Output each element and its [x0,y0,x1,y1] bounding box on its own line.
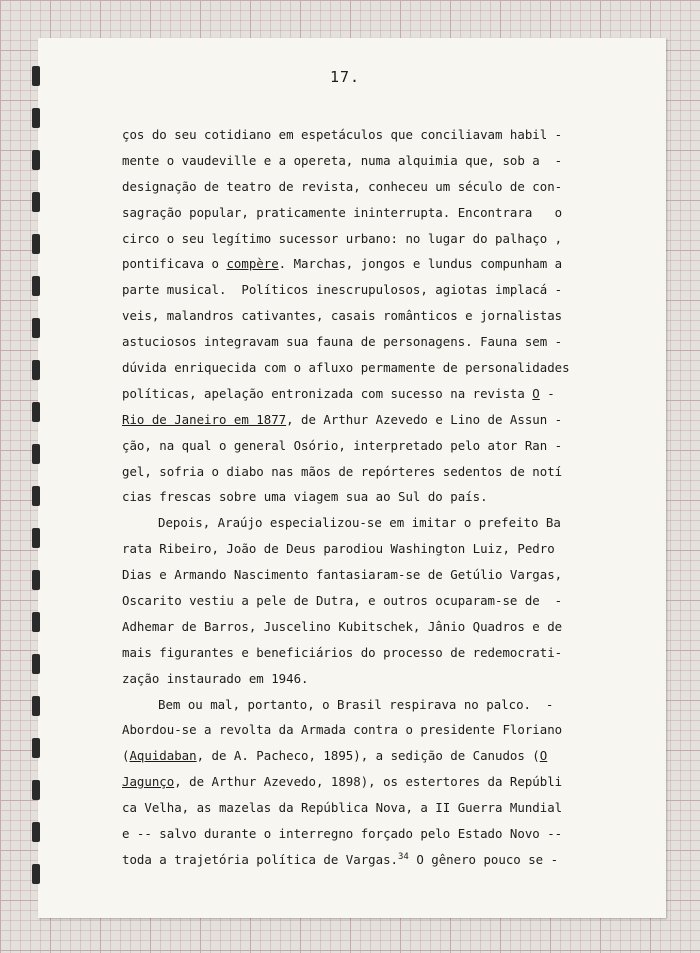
text-span: pontificava o [122,256,227,272]
text-line: Adhemar de Barros, Juscelino Kubitschek, Jânio Quadros e de [122,618,563,634]
text-line: Oscarito vestiu a pele de Dutra, e outros ocuparam-se de - [122,593,563,609]
footnote-reference: 34 [398,851,409,862]
text-line [122,407,602,433]
text-line [122,847,602,873]
text-line: e -- salvo durante o interregno forçado pelo Estado Novo -- [122,826,563,842]
underlined-title: Jagunço [122,774,175,790]
underlined-title: Rio de Janeiro em 1877 [122,411,287,427]
text-line: ços do seu cotidiano em espetáculos que conciliavam habil - [122,127,563,142]
text-span: , de Arthur Azevedo, 1898), os estertores da Repúbli [174,774,563,790]
underlined-title: O [532,385,540,401]
text-span: , de A. Pacheco, 1895), a sedição de Canudos ( [196,748,540,764]
text-line: sagração popular, praticamente ininterrupta. Encontrara o [122,204,563,220]
text-line: ção, na qual o general Osório, interpretado pelo ator Ran - [122,437,563,453]
spiral-binding [30,60,44,900]
underlined-title: O [539,748,548,764]
text-line: Dias e Armando Nascimento fantasiaram-se de Getúlio Vargas, [122,567,563,583]
text-line: ca Velha, as mazelas da República Nova, a II Guerra Mundial [122,800,563,816]
text-span: políticas, apelação entronizada com sucesso na revista [122,385,533,401]
underlined-title: Aquidaban [129,748,197,764]
text-line: dúvida enriquecida com o afluxo permamente de personalidades [122,360,570,376]
page-number: 17. [330,68,361,86]
text-line: cias frescas sobre uma viagem sua ao Sul do país. [122,489,488,505]
text-span: , de Arthur Azevedo e Lino de Assun - [286,411,563,427]
text-span: toda a trajetória política de Vargas. [122,851,399,867]
body-text [122,122,602,873]
text-line: parte musical. Políticos inescrupulosos, agiotas implacá - [122,282,563,298]
text-span: . Marchas, jongos e lundus compunham a [278,256,563,272]
paragraph-2 [122,510,602,691]
text-line [122,743,602,769]
text-span: ( [122,748,130,764]
text-line [122,251,602,277]
text-line: gel, sofria o diabo nas mãos de repórteres sedentos de notí [122,463,563,479]
text-line: designação de teatro de revista, conheceu um século de con- [122,178,563,194]
text-span: O gênero pouco se - [408,851,559,867]
text-line [122,381,602,407]
text-line: veis, malandros cativantes, casais românticos e jornalistas [122,308,563,324]
text-line: Abordou-se a revolta da Armada contra o presidente Floriano [122,722,563,738]
underlined-term: compère [226,256,279,272]
text-line: mente o vaudeville e a opereta, numa alquimia que, sob a - [122,152,563,168]
text-line: rata Ribeiro, João de Deus parodiou Washington Luiz, Pedro [122,541,555,557]
text-line [122,769,602,795]
text-span: - [539,385,555,401]
text-line: circo o seu legítimo sucessor urbano: no lugar do palhaço , [122,230,563,246]
text-line: Depois, Araújo especializou-se em imitar o prefeito Ba [158,515,561,531]
text-line: mais figurantes e beneficiários do processo de redemocrati- [122,644,563,660]
paragraph-3 [122,692,602,873]
text-line: astuciosos integravam sua fauna de personagens. Fauna sem - [122,334,563,350]
paragraph-1 [122,122,602,510]
text-line: zação instaurado em 1946. [122,670,309,686]
text-line: Bem ou mal, portanto, o Brasil respirava no palco. - [158,696,554,712]
